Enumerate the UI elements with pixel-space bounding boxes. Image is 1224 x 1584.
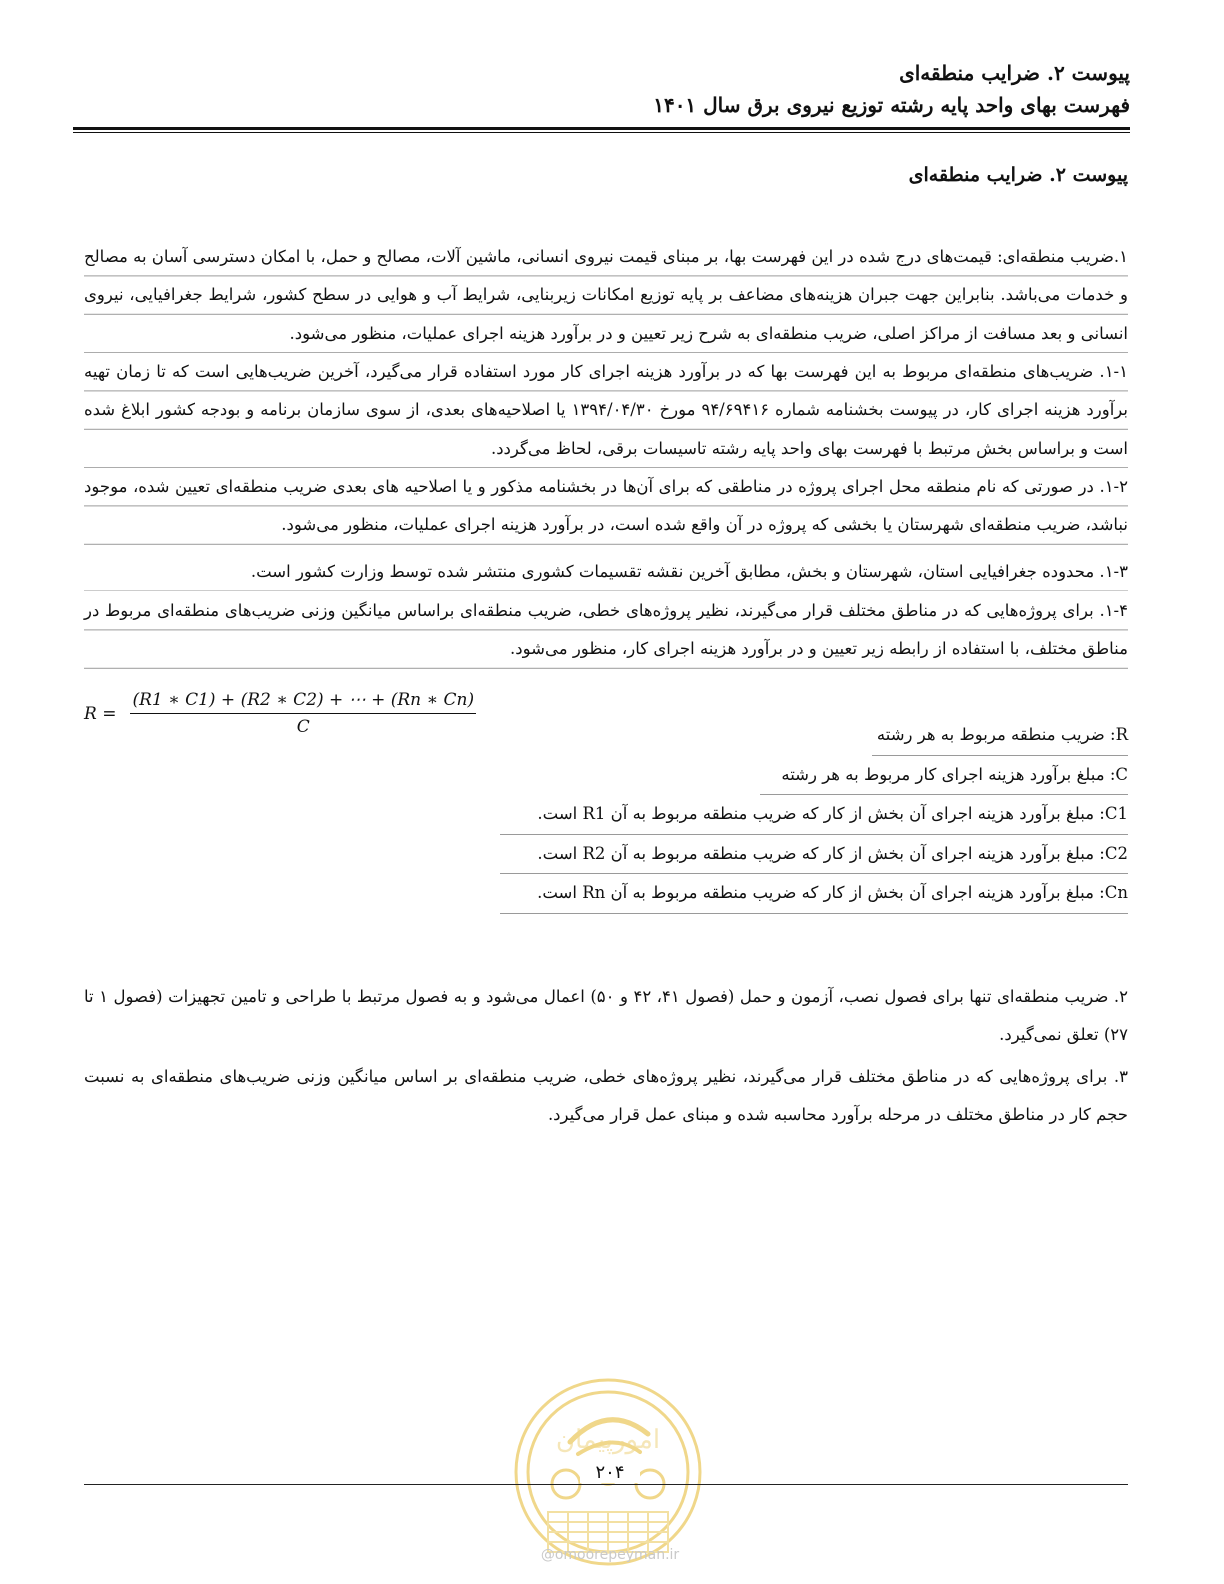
- definition-text: : مبلغ برآورد هزینه اجرای آن بخش از کار که ضریب منطقه مربوط به آن Rn است.: [537, 883, 1105, 902]
- running-header: [73, 58, 1130, 122]
- weighted-average-formula: [84, 690, 476, 737]
- definition-text: : مبلغ برآورد هزینه اجرای آن بخش از کار که ضریب منطقه مربوط به آن R1 است.: [537, 804, 1105, 823]
- definition-symbol: C1: [1104, 804, 1128, 823]
- definition-c1: [500, 795, 1128, 835]
- paragraph-3: ۳. برای پروژه‌هایی که در مناطق مختلف قرار می‌گیرند، نظیر پروژه‌های خطی، ضریب منطقه‌ای بر اساس میانگین وزنی ضریب‌های منطقه‌ای به نسبت حجم کار در مناطق مختلف در مرحله برآورد محاسبه شده و مبنای عمل قرار می‌گیرد.: [84, 1067, 1128, 1124]
- paragraph-1-3: [84, 553, 1128, 591]
- formula-numerator: (R1 ∗ C1) + (R2 ∗ C2) + ⋯ + (Rn ∗ Cn): [130, 690, 476, 714]
- paragraph-1-1-text: ۱-۱. ضریب‌های منطقه‌ای مربوط به این فهرست بها که در برآورد هزینه اجرای کار مورد استفاده قرار می‌گیرد، آخرین ضریب‌هایی است که تا زمان تهیه برآورد هزینه اجرای کار، در پیوست بخشنامه شماره ۹۴/۶۹۴۱۶ مورخ ۱۳۹۴/۰۴/۳۰ یا اصلاحیه‌های بعدی، از سوی سازمان برنامه و بودجه کشور ابلاغ شده است و براساس بخش مرتبط با فهرست بهای واحد پایه رشته تاسیسات برقی، لحاظ می‌گردد.: [84, 353, 1128, 468]
- definition-symbol: Cn: [1104, 883, 1128, 902]
- definition-cn: [500, 874, 1128, 914]
- paragraph-1-1: [84, 353, 1128, 468]
- page-number: ۲۰۴: [580, 1462, 640, 1483]
- paragraph-1-2: [84, 468, 1128, 545]
- header-subtitle: فهرست بهای واحد پایه رشته توزیع نیروی برق سال ۱۴۰۱: [653, 93, 1130, 117]
- header-rule-thin: [73, 132, 1130, 133]
- definition-c2: [500, 835, 1128, 875]
- definition-c: [500, 756, 1128, 796]
- header-rule-thick: [73, 127, 1130, 130]
- variable-definitions: [500, 716, 1128, 914]
- definition-underline: [500, 913, 1128, 914]
- definition-symbol: C2: [1104, 843, 1128, 863]
- footer-rule: [84, 1484, 1128, 1485]
- definition-r: [500, 716, 1128, 756]
- definition-symbol: R: [1115, 725, 1128, 744]
- section-title: پیوست ۲. ضرایب منطقه‌ای: [908, 164, 1128, 186]
- formula-denominator: C: [296, 717, 310, 737]
- paragraph-1: [84, 238, 1128, 353]
- definition-text: : مبلغ برآورد هزینه اجرای آن بخش از کار که ضریب منطقه مربوط به آن R2 است.: [537, 843, 1105, 863]
- definition-symbol: C: [1115, 764, 1128, 784]
- paragraph-1-text: ۱.ضریب منطقه‌ای: قیمت‌های درج شده در این فهرست بها، بر مبنای قیمت نیروی انسانی، ماشین آلات، مصالح و حمل، با امکان دسترسی آسان به مصالح و خدمات می‌باشد. بنابراین جهت جبران هزینه‌های مضاعف بر پایه توزیع امکانات زیربنایی، شرایط آب و هوایی در سطح کشور، شرایط جغرافیایی، نیروی انسانی و بعد مسافت از مراکز اصلی، ضریب منطقه‌ای به شرح زیر تعیین و در برآورد هزینه اجرای عملیات، منظور می‌شود.: [84, 238, 1128, 353]
- definition-text: : مبلغ برآورد هزینه اجرای کار مربوط به هر رشته: [781, 764, 1116, 784]
- formula-fraction: [130, 690, 476, 737]
- watermark-text: امورپیمان: [555, 1425, 661, 1455]
- paragraph-1-4: [84, 592, 1128, 669]
- definition-text: : ضریب منطقه مربوط به هر رشته: [876, 725, 1116, 744]
- header-title: پیوست ۲. ضرایب منطقه‌ای: [899, 61, 1130, 85]
- watermark-site: @omoorepeyman.ir: [540, 1547, 680, 1563]
- paragraph-2: ۲. ضریب منطقه‌ای تنها برای فصول نصب، آزمون و حمل (فصول ۴۱، ۴۲ و ۵۰) اعمال می‌شود و به فصول مرتبط با طراحی و تامین تجهیزات (فصول ۱ تا ۲۷) تعلق نمی‌گیرد.: [84, 987, 1128, 1044]
- formula-lhs: R =: [84, 703, 117, 724]
- paragraph-1-3-text: ۱-۳. محدوده جغرافیایی استان، شهرستان و بخش، مطابق آخرین نقشه تقسیمات کشوری منتشر شده توسط وزارت کشور است.: [84, 553, 1128, 591]
- paragraph-1-4-text: ۱-۴. برای پروژه‌هایی که در مناطق مختلف قرار می‌گیرند، نظیر پروژه‌های خطی، ضریب منطقه‌ای براساس میانگین وزنی ضریب‌های منطقه‌ای مربوط در مناطق مختلف، با استفاده از رابطه زیر تعیین و در برآورد هزینه اجرای کار، منظور می‌شود.: [84, 592, 1128, 669]
- paragraph-1-2-text: ۱-۲. در صورتی که نام منطقه محل اجرای پروژه در مناطقی که برای آن‌ها در بخشنامه مذکور و یا اصلاحیه های بعدی ضریب منطقه‌ای تعیین شده، موجود نباشد، ضریب منطقه‌ای شهرستان یا بخشی که پروژه در آن واقع شده است، در برآورد هزینه اجرای عملیات، منظور می‌شود.: [84, 468, 1128, 545]
